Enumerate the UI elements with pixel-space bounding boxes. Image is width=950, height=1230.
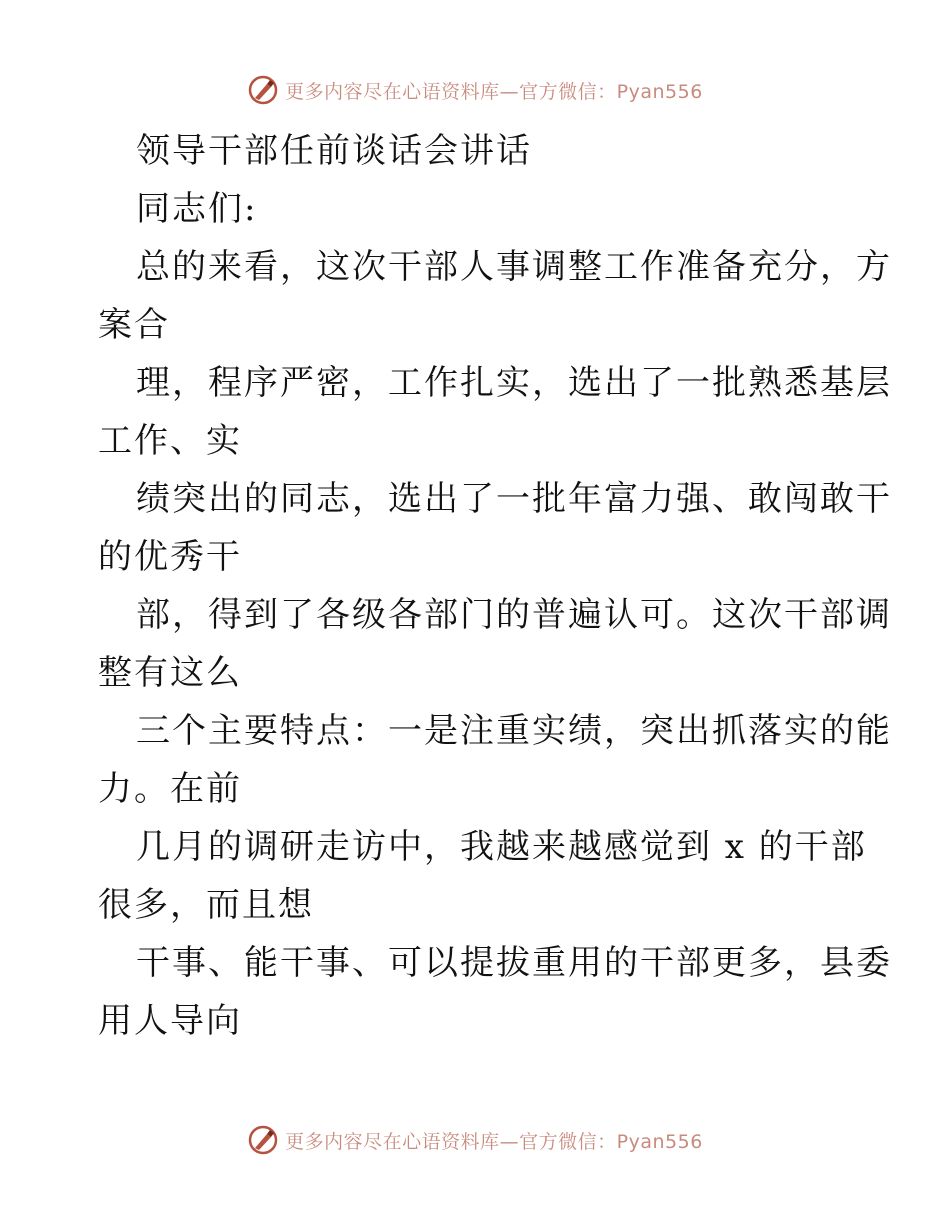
- text-line: 三个主要特点：一是注重实绩，突出抓落实的能: [136, 711, 892, 751]
- text-line: 力。在前: [98, 769, 242, 809]
- salutation: 同志们:: [136, 189, 258, 229]
- text-line: 总的来看，这次干部人事调整工作准备充分，方: [136, 247, 892, 287]
- text-line: 绩突出的同志，选出了一批年富力强、敢闯敢干: [136, 479, 892, 519]
- watermark-text: 更多内容尽在心语资料库—官方微信：Pyan556: [285, 1130, 703, 1153]
- header-watermark: [0, 70, 950, 110]
- pen-logo-icon: [247, 74, 279, 106]
- document-body: [98, 122, 892, 1050]
- text-line: 理，程序严密，工作扎实，选出了一批熟悉基层: [136, 363, 892, 403]
- text-line: 的优秀干: [98, 537, 242, 577]
- text-line: 干事、能干事、可以提拔重用的干部更多，县委: [136, 943, 892, 983]
- text-line: 用人导向: [98, 1001, 242, 1041]
- footer-watermark: [0, 1120, 950, 1160]
- text-line: 案合: [98, 305, 170, 345]
- pen-logo-icon: [247, 1124, 279, 1156]
- doc-title: 领导干部任前谈话会讲话: [136, 131, 532, 171]
- watermark-text: 更多内容尽在心语资料库—官方微信：Pyan556: [285, 80, 703, 103]
- text-line: 整有这么: [98, 653, 242, 693]
- text-line: 几月的调研走访中，我越来越感觉到 x 的干部: [136, 827, 867, 867]
- text-line: 部，得到了各级各部门的普遍认可。这次干部调: [136, 595, 892, 635]
- text-line: 工作、实: [98, 421, 242, 461]
- text-line: 很多，而且想: [98, 885, 314, 925]
